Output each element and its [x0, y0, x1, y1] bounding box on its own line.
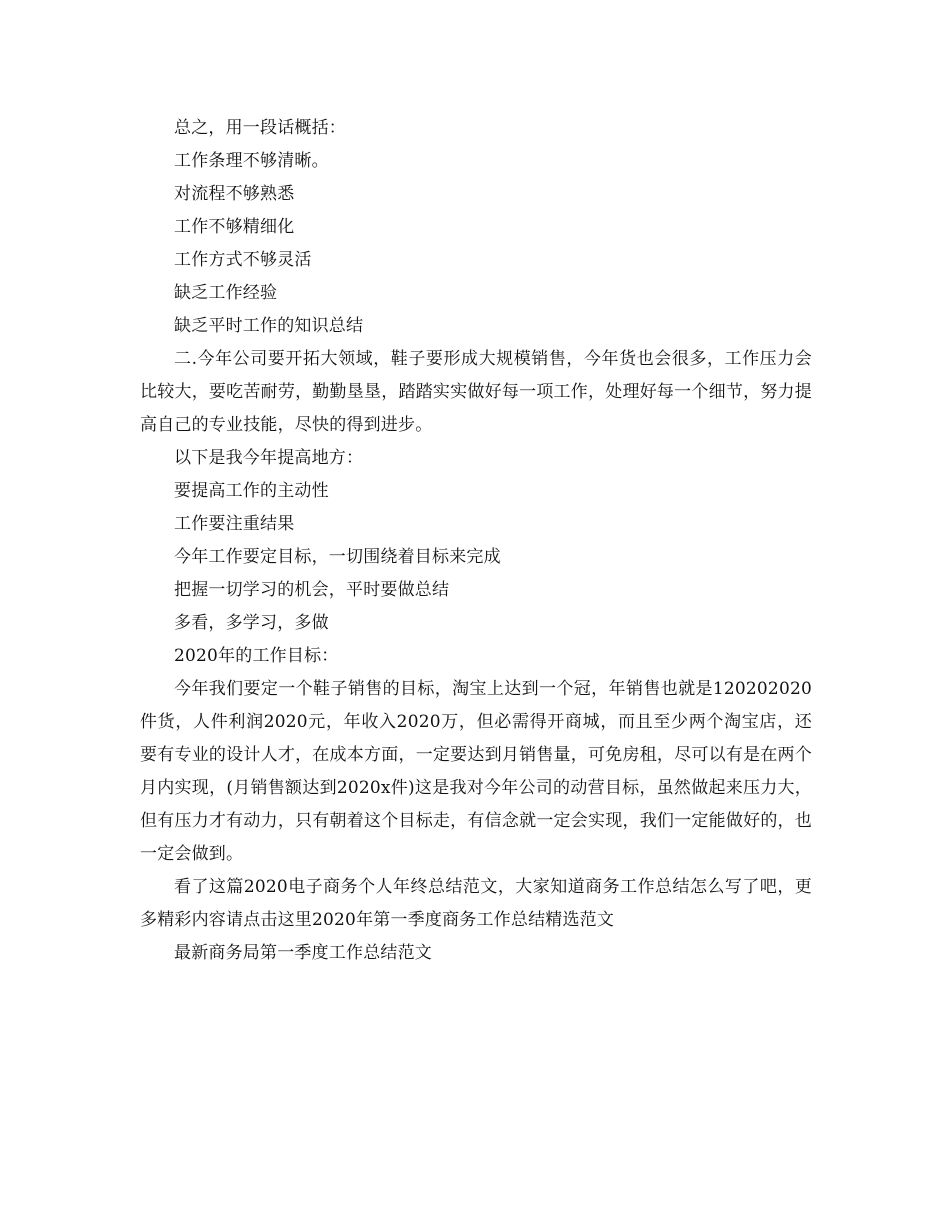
list-item: 对流程不够熟悉 [174, 184, 295, 204]
list-item: 工作条理不够清晰。 [174, 151, 329, 171]
document-body [140, 112, 812, 970]
summary-intro: 总之，用一段话概括： [174, 118, 346, 138]
list-item: 缺乏平时工作的知识总结 [174, 316, 364, 336]
closing-paragraph: 看了这篇2020电子商务个人年终总结范文，大家知道商务工作总结怎么写了吧，更多精彩内容请点击这里2020年第一季度商务工作总结精选范文 [140, 877, 812, 930]
improvement-heading: 以下是我今年提高地方： [174, 448, 364, 468]
list-item: 工作要注重结果 [174, 514, 295, 534]
list-item: 今年工作要定目标，一切围绕着目标来完成 [174, 547, 501, 567]
list-item: 要提高工作的主动性 [174, 481, 329, 501]
list-item: 工作方式不够灵活 [174, 250, 312, 270]
list-item: 工作不够精细化 [174, 217, 295, 237]
list-item: 缺乏工作经验 [174, 283, 278, 303]
section-two-paragraph: 二.今年公司要开拓大领域，鞋子要形成大规模销售，今年货也会很多，工作压力会比较大，要吃苦耐劳，勤勤垦垦，踏踏实实做好每一项工作，处理好每一个细节，努力提高自己的专业技能，尽快的得到进步。 [140, 349, 812, 435]
related-article-title: 最新商务局第一季度工作总结范文 [174, 943, 432, 963]
goals-heading: 2020年的工作目标： [174, 646, 339, 666]
list-item: 把握一切学习的机会，平时要做总结 [174, 580, 450, 600]
list-item: 多看，多学习，多做 [174, 613, 329, 633]
goals-paragraph: 今年我们要定一个鞋子销售的目标，淘宝上达到一个冠，年销售也就是120202020件货，人件利润2020元，年收入2020万，但必需得开商城，而且至少两个淘宝店，还要有专业的设计人才，在成本方面，一定要达到月销售量，可免房租，尽可以有是在两个月内实现，(月销售额达到2020x件)这是我对今年公司的动营目标，虽然做起来压力大，但有压力才有动力，只有朝着这个目标走，有信念就一定会实现，我们一定能做好的，也一定会做到。 [140, 679, 812, 864]
